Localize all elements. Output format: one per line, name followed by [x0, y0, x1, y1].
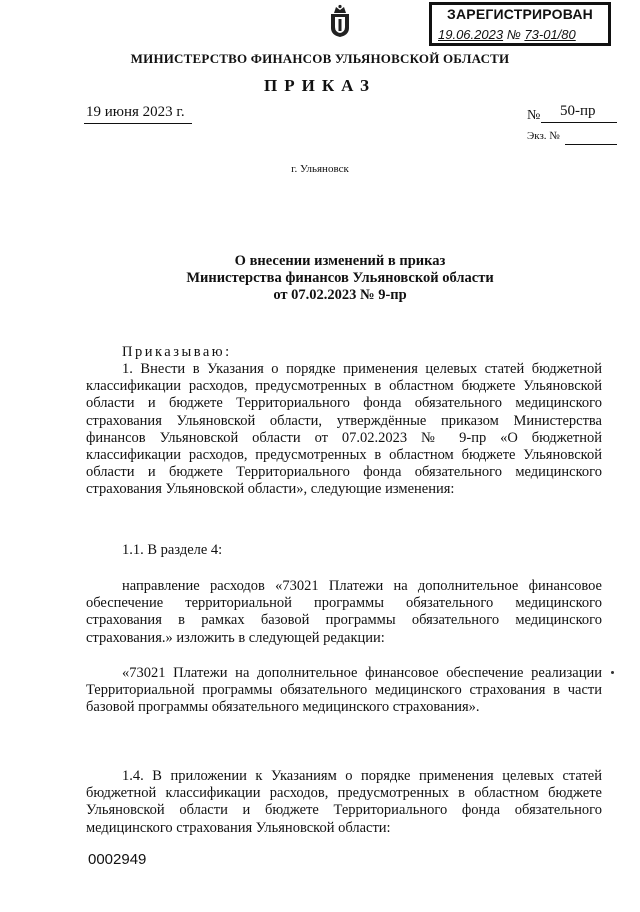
- coat-of-arms-emblem: [328, 4, 352, 38]
- document-serial-number: 0002949: [88, 851, 147, 868]
- paragraph-1-1: 1.1. В разделе 4:: [122, 542, 223, 558]
- city: г. Ульяновск: [291, 163, 349, 175]
- order-number-sign: №: [527, 108, 541, 123]
- title-line: Министерства финансов Ульяновской области: [186, 270, 494, 286]
- number-underline: [541, 122, 617, 123]
- order-date: 19 июня 2023 г.: [86, 104, 185, 120]
- order-number: 50-пр: [560, 103, 596, 119]
- registration-stamp: [429, 2, 611, 46]
- stamp-date: 19.06.2023: [438, 27, 504, 42]
- orders-word: Приказываю:: [122, 344, 232, 360]
- document-type: ПРИКАЗ: [264, 76, 376, 95]
- paragraph-1-4: 1.4. В приложении к Указаниям о порядке применения целевых статей бюджетной классификации расходов, предусмотренных в областном бюджете Ульяновской области и бюджете Территориального фонда обязательного медицинского страхования Ульяновской области:: [86, 768, 602, 836]
- title-line: от 07.02.2023 № 9-пр: [273, 287, 407, 303]
- document-title: [100, 253, 580, 304]
- copy-number-underline: [565, 144, 617, 145]
- stamp-registration-line: [438, 27, 602, 42]
- paragraph-1: 1. Внести в Указания о порядке применения целевых статей бюджетной классификации расходов, предусмотренных в областном бюджете Ульяновской области и бюджете Территориального фонда обязательного медицинского страхования Ульяновской области, утверждённые приказом Министерства финансов Ульяновской области от 07.02.2023 № 9-пр «О бюджетной классификации расходов, предусмотренных в областном бюджете Ульяновской области и бюджете Территориального фонда обязательного медицинского страхования Ульяновской области», следующие изменения:: [86, 361, 602, 498]
- ministry-name: МИНИСТЕРСТВО ФИНАНСОВ УЛЬЯНОВСКОЙ ОБЛАСТИ: [130, 51, 510, 66]
- margin-mark: [611, 671, 614, 674]
- paragraph-direction: направление расходов «73021 Платежи на дополнительное финансовое обеспечение территориальной программы обязательного медицинского страхования в рамках базовой программы обязательного медицинского страхования.» изложить в следующей редакции:: [86, 578, 602, 646]
- stamp-number-sign: №: [506, 27, 521, 42]
- title-line: О внесении изменений в приказ: [234, 253, 446, 269]
- copy-number-label: Экз. №: [527, 130, 560, 142]
- stamp-title: ЗАРЕГИСТРИРОВАН: [447, 6, 593, 22]
- stamp-number: 73-01/80: [524, 27, 576, 42]
- paragraph-new-wording: «73021 Платежи на дополнительное финансовое обеспечение реализации Территориальной программы обязательного медицинского страхования в части базовой программы обязательного медицинского страхования».: [86, 665, 602, 716]
- date-underline: [84, 123, 192, 124]
